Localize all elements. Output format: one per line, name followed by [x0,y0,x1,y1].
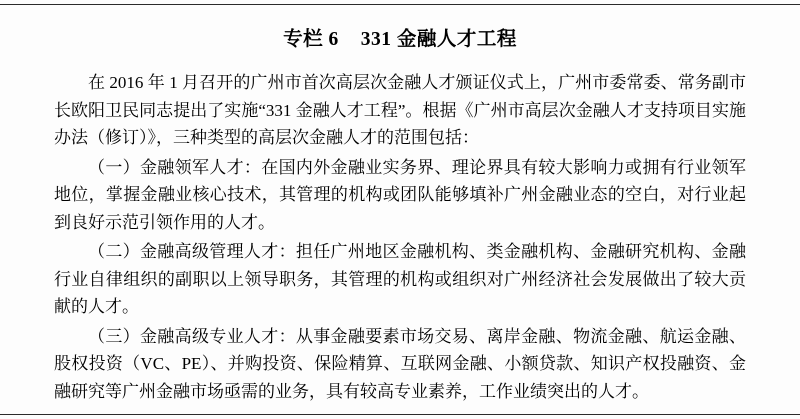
paragraph-intro: 在 2016 年 1 月召开的广州市首次高层次金融人才颁证仪式上，广州市委常委、常务副市长欧阳卫民同志提出了实施“331 金融人才工程”。根据《广州市高层次金融人才支持项目实施办法（修订）》，三种类型的高层次金融人才的范围包括： [54,73,746,147]
box-title [54,23,746,51]
box-title-main: 331 金融人才工程 [360,29,517,50]
paragraph-item-1: （一）金融领军人才：在国内外金融业实务界、理论界具有较大影响力或拥有行业领军地位，掌握金融业核心技术，其管理的机构或团队能够填补广州金融业态的空白，对行业起到良好示范引领作用的人才。 [54,157,746,232]
paragraph-item-2: （二）金融高级管理人才：担任广州地区金融机构、类金融机构、金融研究机构、金融行业自律组织的副职以上领导职务，其管理的机构或组织对广州经济社会发展做出了较大贡献的人才。 [54,242,746,316]
document-content [54,5,746,409]
box-title-prefix: 专栏 6 [283,29,339,50]
bottom-border-rule [0,414,800,415]
paragraph-item-3: （三）金融高级专业人才：从事金融要素市场交易、离岸金融、物流金融、航运金融、股权投资（VC、PE）、并购投资、保险精算、互联网金融、小额贷款、知识产权投融资、金融研究等广州金融市场亟需的业务，具有较高专业素养，工作业绩突出的人才。 [54,326,746,401]
